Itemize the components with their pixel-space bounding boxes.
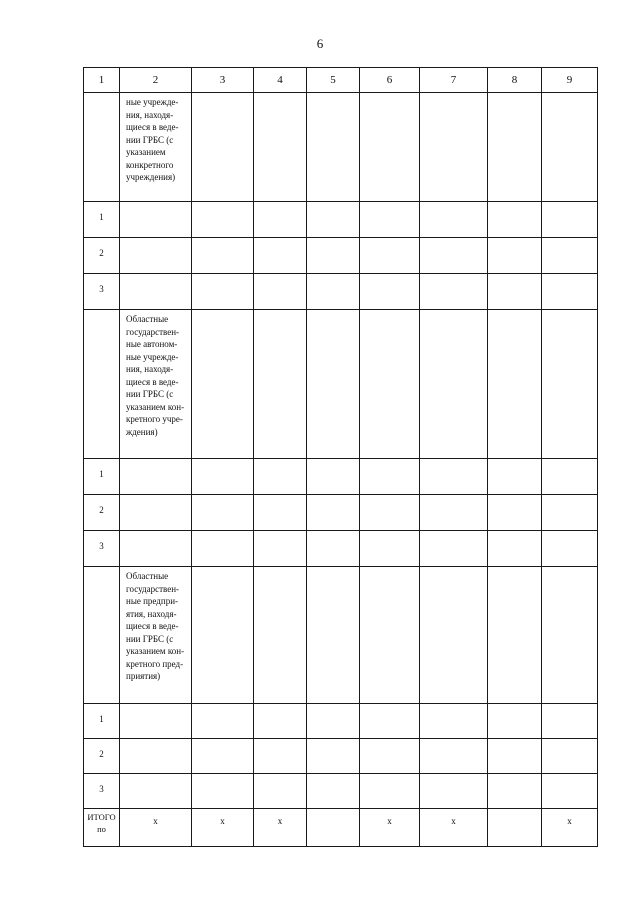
table-row [84, 739, 598, 774]
empty-cell [254, 567, 307, 704]
column-header: 7 [420, 68, 488, 93]
empty-cell [488, 310, 542, 459]
table-row [84, 495, 598, 531]
empty-cell [488, 274, 542, 310]
empty-cell [360, 704, 420, 739]
empty-cell [120, 459, 192, 495]
total-row [84, 809, 598, 847]
total-label-cell [84, 809, 120, 847]
empty-cell [192, 310, 254, 459]
empty-cell [542, 531, 598, 567]
row-number-cell [84, 202, 120, 238]
empty-cell [420, 238, 488, 274]
empty-cell [192, 202, 254, 238]
empty-cell [192, 774, 254, 809]
empty-cell [254, 274, 307, 310]
empty-cell [120, 774, 192, 809]
empty-cell [542, 310, 598, 459]
empty-cell [420, 459, 488, 495]
row-number-cell [84, 495, 120, 531]
row-number: 3 [99, 541, 104, 551]
empty-cell [420, 704, 488, 739]
row-number-cell [84, 704, 120, 739]
empty-cell [254, 704, 307, 739]
empty-cell [542, 704, 598, 739]
empty-cell [488, 93, 542, 202]
empty-cell [84, 310, 120, 459]
empty-cell [360, 310, 420, 459]
empty-cell [254, 774, 307, 809]
empty-cell [254, 93, 307, 202]
table-row [84, 774, 598, 809]
empty-cell [420, 202, 488, 238]
row-number-cell [84, 459, 120, 495]
empty-cell [192, 567, 254, 704]
empty-cell [360, 274, 420, 310]
empty-cell [420, 774, 488, 809]
empty-cell [360, 531, 420, 567]
table-row [84, 238, 598, 274]
page-number: 6 [316, 36, 324, 51]
empty-cell [420, 274, 488, 310]
row-number: 1 [99, 469, 104, 479]
empty-cell [307, 310, 360, 459]
empty-cell [307, 459, 360, 495]
empty-cell [542, 567, 598, 704]
table-row [84, 274, 598, 310]
empty-cell [542, 459, 598, 495]
empty-cell [192, 704, 254, 739]
total-value: х [153, 816, 158, 826]
empty-cell [488, 202, 542, 238]
empty-cell [307, 495, 360, 531]
total-value: х [387, 816, 392, 826]
column-header: 9 [542, 68, 598, 93]
empty-cell [192, 739, 254, 774]
empty-cell [542, 238, 598, 274]
empty-cell [488, 567, 542, 704]
row-number-cell [84, 531, 120, 567]
empty-cell [254, 495, 307, 531]
category-description-cell [120, 567, 192, 704]
column-header: 2 [120, 68, 192, 93]
total-cell [307, 809, 360, 847]
empty-cell [542, 739, 598, 774]
row-number: 2 [99, 248, 104, 258]
empty-cell [420, 310, 488, 459]
empty-cell [307, 531, 360, 567]
empty-cell [254, 310, 307, 459]
empty-cell [307, 567, 360, 704]
column-header: 4 [254, 68, 307, 93]
category-description-cell [120, 310, 192, 459]
empty-cell [488, 739, 542, 774]
empty-cell [420, 567, 488, 704]
empty-cell [307, 274, 360, 310]
empty-cell [488, 238, 542, 274]
empty-cell [120, 739, 192, 774]
total-cell [420, 809, 488, 847]
category-row [84, 93, 598, 202]
empty-cell [542, 274, 598, 310]
total-cell [254, 809, 307, 847]
row-number: 3 [99, 784, 104, 794]
empty-cell [120, 495, 192, 531]
empty-cell [488, 459, 542, 495]
empty-cell [420, 739, 488, 774]
empty-cell [307, 93, 360, 202]
empty-cell [254, 739, 307, 774]
total-cell [488, 809, 542, 847]
empty-cell [360, 495, 420, 531]
empty-cell [254, 238, 307, 274]
empty-cell [254, 531, 307, 567]
empty-cell [120, 202, 192, 238]
table-header-row [84, 68, 598, 93]
empty-cell [542, 495, 598, 531]
total-cell [120, 809, 192, 847]
empty-cell [307, 774, 360, 809]
table-row [84, 459, 598, 495]
empty-cell [360, 238, 420, 274]
total-cell [360, 809, 420, 847]
total-cell [542, 809, 598, 847]
empty-cell [254, 459, 307, 495]
empty-cell [192, 274, 254, 310]
total-value: х [220, 816, 225, 826]
column-header: 8 [488, 68, 542, 93]
empty-cell [192, 93, 254, 202]
empty-cell [254, 202, 307, 238]
report-table [83, 67, 598, 847]
table-row [84, 202, 598, 238]
empty-cell [360, 459, 420, 495]
total-label: ИТОГО по [87, 812, 116, 834]
row-number: 2 [99, 749, 104, 759]
empty-cell [120, 238, 192, 274]
empty-cell [360, 567, 420, 704]
category-description: Областные государствен- ные автоном- ные учрежде- ния, находя- щиеся в веде- нии ГРБС (с указанием кон- кретного учре- ждения) [126, 314, 185, 437]
category-row [84, 310, 598, 459]
empty-cell [360, 93, 420, 202]
empty-cell [542, 774, 598, 809]
empty-cell [307, 202, 360, 238]
empty-cell [360, 739, 420, 774]
empty-cell [307, 739, 360, 774]
column-header: 5 [307, 68, 360, 93]
total-value: х [567, 816, 572, 826]
empty-cell [192, 531, 254, 567]
empty-cell [420, 495, 488, 531]
row-number: 3 [99, 284, 104, 294]
empty-cell [120, 704, 192, 739]
column-header: 1 [84, 68, 120, 93]
row-number: 1 [99, 714, 104, 724]
empty-cell [84, 567, 120, 704]
row-number-cell [84, 739, 120, 774]
empty-cell [488, 774, 542, 809]
row-number: 1 [99, 212, 104, 222]
category-description: Областные государствен- ные предпри- ятия, находя- щиеся в веде- нии ГРБС (с указанием кон- кретного пред- приятия) [126, 571, 185, 681]
empty-cell [360, 774, 420, 809]
table-row [84, 704, 598, 739]
table-row [84, 531, 598, 567]
total-value [488, 809, 541, 815]
empty-cell [420, 531, 488, 567]
empty-cell [307, 238, 360, 274]
total-value: х [277, 816, 283, 826]
total-cell [192, 809, 254, 847]
total-value: х [451, 816, 456, 826]
empty-cell [488, 531, 542, 567]
total-value [307, 809, 359, 815]
empty-cell [420, 93, 488, 202]
row-number-cell [84, 774, 120, 809]
empty-cell [120, 531, 192, 567]
column-header: 6 [360, 68, 420, 93]
row-number: 2 [99, 505, 104, 515]
empty-cell [542, 202, 598, 238]
empty-cell [360, 202, 420, 238]
empty-cell [307, 704, 360, 739]
column-header: 3 [192, 68, 254, 93]
category-row [84, 567, 598, 704]
empty-cell [192, 459, 254, 495]
empty-cell [120, 274, 192, 310]
row-number-cell [84, 274, 120, 310]
category-description-cell [120, 93, 192, 202]
empty-cell [192, 495, 254, 531]
empty-cell [192, 238, 254, 274]
empty-cell [488, 495, 542, 531]
row-number-cell [84, 238, 120, 274]
empty-cell [84, 93, 120, 202]
category-description: ные учрежде- ния, находя- щиеся в веде- нии ГРБС (с указанием конкретного учреждения) [126, 97, 179, 182]
empty-cell [488, 704, 542, 739]
empty-cell [542, 93, 598, 202]
